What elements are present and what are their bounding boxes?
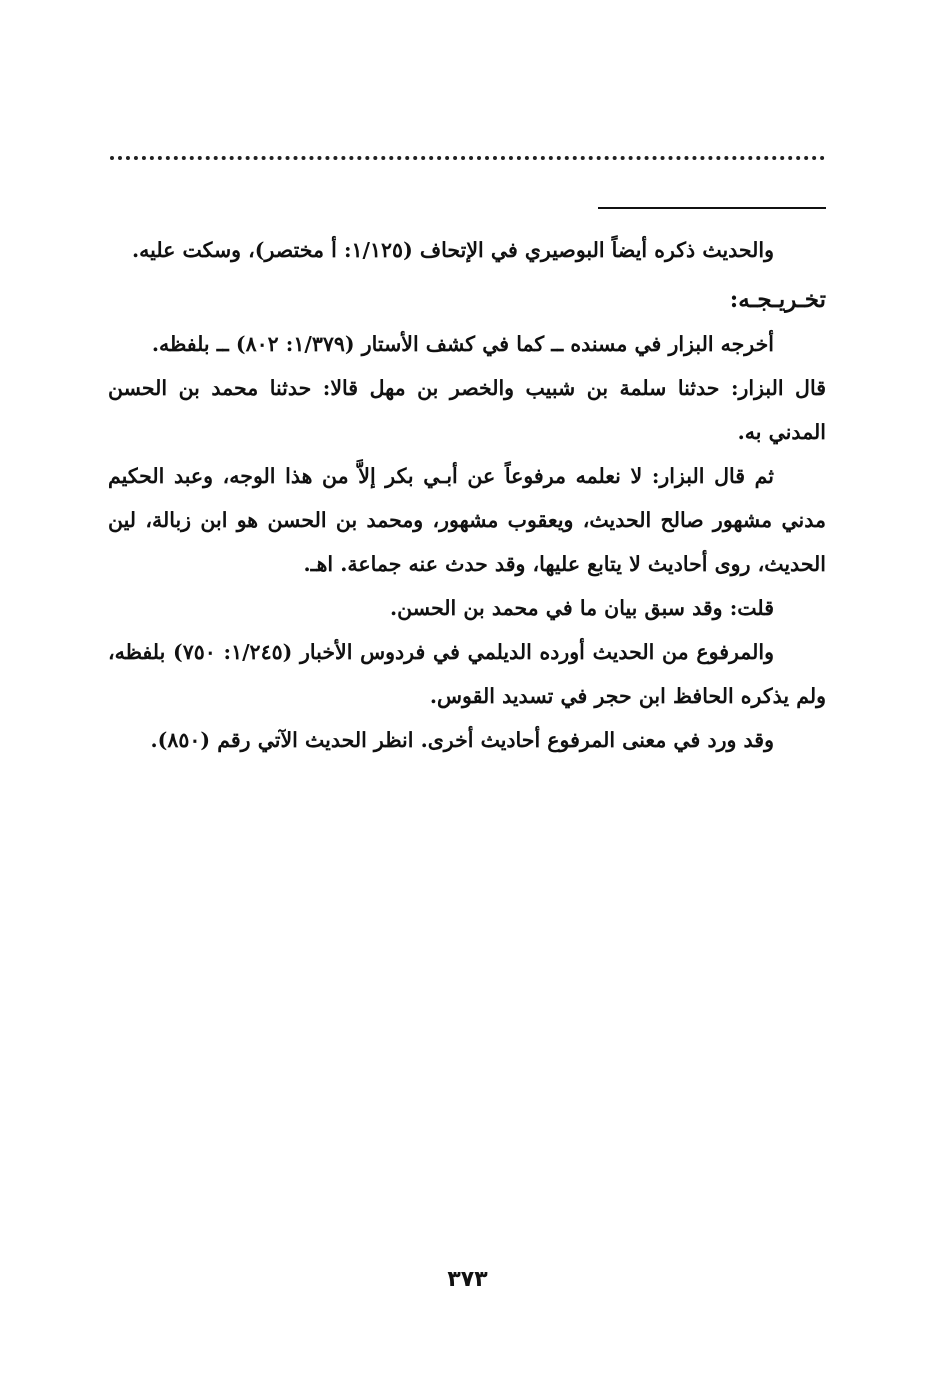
paragraph-1: أخرجه البزار في مسنده ــ كما في كشف الأستار (١/٣٧٩: ٨٠٢) ــ بلفظه. — [151, 332, 774, 356]
section-heading: تخـريـجـه: — [729, 286, 826, 313]
dotted-separator — [110, 156, 825, 170]
footnote-paragraph: والحديث ذكره أيضاً البوصيري في الإتحاف (١/١٢٥: أ مختصر)، وسكت عليه. — [132, 238, 774, 262]
paragraph-4: قلت: وقد سبق بيان ما في محمد بن الحسن. — [390, 596, 774, 620]
page-content — [108, 228, 826, 762]
paragraph-3: ثم قال البزار: لا نعلمه مرفوعاً عن أبـي بكر إلاَّ من هذا الوجه، وعبد الحكيم مدني مشهور صالح الحديث، ويعقوب مشهور، ومحمد بن الحسن هو ابن زبالة، لين الحديث، روى أحاديث لا يتابع عليها، وقد حدث عنه جماعة. اهـ. — [108, 464, 826, 576]
paragraph-2: قال البزار: حدثنا سلمة بن شبيب والخصر بن مهل قالا: حدثنا محمد بن الحسن المدني به. — [108, 376, 826, 444]
paragraph-5: والمرفوع من الحديث أورده الديلمي في فردوس الأخبار (١/٢٤٥: ٧٥٠) بلفظه، ولم يذكره الحافظ ابن حجر في تسديد القوس. — [108, 640, 826, 708]
footnote-rule — [598, 207, 826, 209]
paragraph-6: وقد ورد في معنى المرفوع أحاديث أخرى. انظر الحديث الآتي رقم (٨٥٠). — [150, 728, 774, 752]
page-number: ٣٧٣ — [447, 1267, 488, 1292]
